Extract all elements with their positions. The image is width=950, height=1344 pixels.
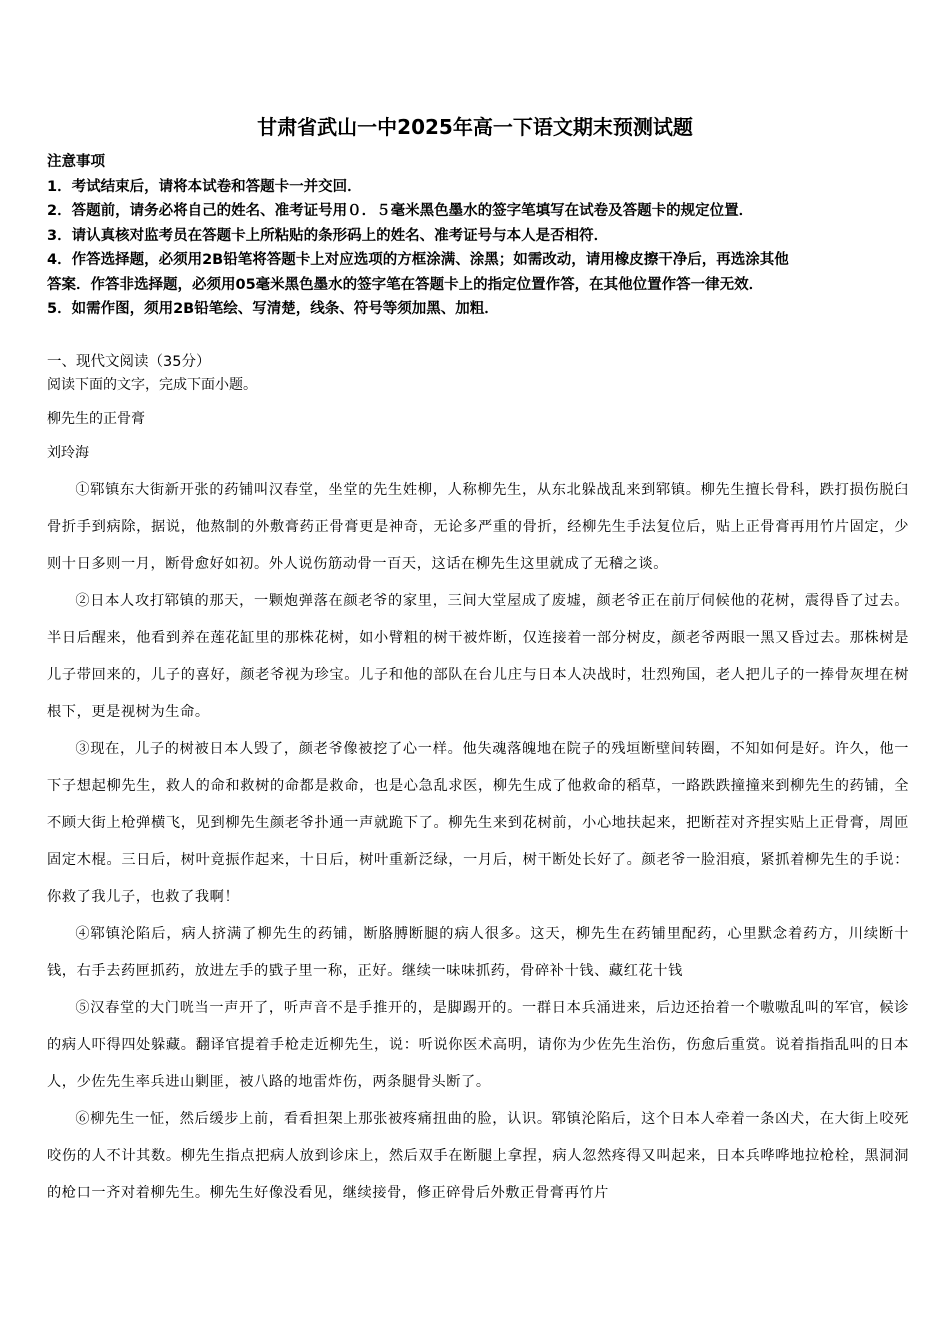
notice-heading: 注意事项: [47, 154, 105, 170]
story-paragraph: ⑥柳先生一怔，然后缓步上前，看看担架上那张被疼痛扭曲的脸，认识。郓镇沦陷后，这个日本人牵着一条凶犬，在大街上咬死咬伤的人不计其数。柳先生指点把病人放到诊床上，然后双手在断腿上拿捏，病人忽然疼得又叫起来，日本兵哗哗地拉枪栓，黑洞洞的枪口一齐对着柳先生。柳先生好像没看见，继续接骨，修正碎骨后外敷正骨膏再竹片: [47, 1111, 909, 1201]
notice-line: 1．考试结束后，请将本试卷和答题卡一并交回．: [47, 178, 362, 195]
notice-block: [47, 150, 917, 322]
notice-line: 3．请认真核对监考员在答题卡上所粘贴的条形码上的姓名、准考证号与本人是否相符．: [47, 227, 609, 244]
notice-line: 5．如需作图，须用2B铅笔绘、写清楚，线条、符号等须加黑、加粗．: [47, 301, 499, 317]
story-paragraph: ③现在，儿子的树被日本人毁了，颜老爷像被挖了心一样。他失魂落魄地在院子的残垣断壁间转圈，不知如何是好。许久，他一下子想起柳先生，救人的命和救树的命都是救命，也是心急乱求医，柳先生成了他救命的稻草，一路跌跌撞撞来到柳先生的药铺，全不顾大街上枪弹横飞，见到柳先生颜老爷扑通一声就跪下了。柳先生来到花树前，小心地扶起来，把断茬对齐捏实贴上正骨膏，周匝固定木棍。三日后，树叶竟振作起来，十日后，树叶重新泛绿，一月后，树干断处长好了。颜老爷一脸泪痕，紧抓着柳先生的手说：你救了我儿子，也救了我啊！: [47, 741, 909, 905]
story-paragraph: ④郓镇沦陷后，病人挤满了柳先生的药铺，断胳膊断腿的病人很多。这天，柳先生在药铺里配药，心里默念着药方，川续断十钱，右手去药匣抓药，放进左手的戥子里一称，正好。继续一味味抓药，骨碎补十钱、藏红花十钱: [47, 926, 909, 979]
section-instruction: 阅读下面的文字，完成下面小题。: [47, 377, 257, 393]
notice-line: 2．答题前，请务必将自己的姓名、准考证号用０．５毫米黑色墨水的签字笔填写在试卷及答题卡的规定位置．: [47, 203, 754, 219]
exam-title: 甘肃省武山一中2025年高一下语文期末预测试题: [257, 115, 693, 139]
story-paragraph: ①郓镇东大街新开张的药铺叫汉春堂，坐堂的先生姓柳，人称柳先生，从东北躲战乱来到郓镇。柳先生擅长骨科，跌打损伤脱臼骨折手到病除，据说，他熬制的外敷膏药正骨膏更是神奇，无论多严重的骨折，经柳先生手法复位后，贴上正骨膏再用竹片固定，少则十日多则一月，断骨愈好如初。外人说伤筋动骨一百天，这话在柳先生这里就成了无稽之谈。: [47, 482, 909, 572]
story-body: [47, 472, 909, 1212]
story-paragraph: ⑤汉春堂的大门咣当一声开了，听声音不是手推开的，是脚踢开的。一群日本兵涌进来，后边还抬着一个嗷嗷乱叫的军官，候诊的病人吓得四处躲藏。翻译官提着手枪走近柳先生，说：听说你医术高明，请你为少佐先生治伤，伤愈后重赏。说着指指乱叫的日本人，少佐先生率兵进山剿匪，被八路的地雷炸伤，两条腿骨头断了。: [47, 1000, 909, 1090]
notice-line: 答案．作答非选择题，必须用05毫米黑色墨水的签字笔在答题卡上的指定位置作答，在其他位置作答一律无效．: [47, 276, 764, 293]
section-heading: 一、现代文阅读（35分）: [47, 354, 211, 370]
notice-line: 4．作答选择题，必须用2B铅笔将答题卡上对应选项的方框涂满、涂黑；如需改动，请用橡皮擦干净后，再选涂其他: [47, 252, 789, 268]
story-paragraph: ②日本人攻打郓镇的那天，一颗炮弹落在颜老爷的家里，三间大堂屋成了废墟，颜老爷正在前厅伺候他的花树，震得昏了过去。半日后醒来，他看到养在莲花缸里的那株花树，如小臂粗的树干被炸断，仅连接着一部分树皮，颜老爷两眼一黑又昏过去。那株树是儿子带回来的，儿子的喜好，颜老爷视为珍宝。儿子和他的部队在台儿庄与日本人决战时，壮烈殉国，老人把儿子的一捧骨灰埋在树根下，更是视树为生命。: [47, 593, 909, 720]
story-author: 刘玲海: [47, 445, 89, 461]
story-title: 柳先生的正骨膏: [47, 411, 145, 427]
